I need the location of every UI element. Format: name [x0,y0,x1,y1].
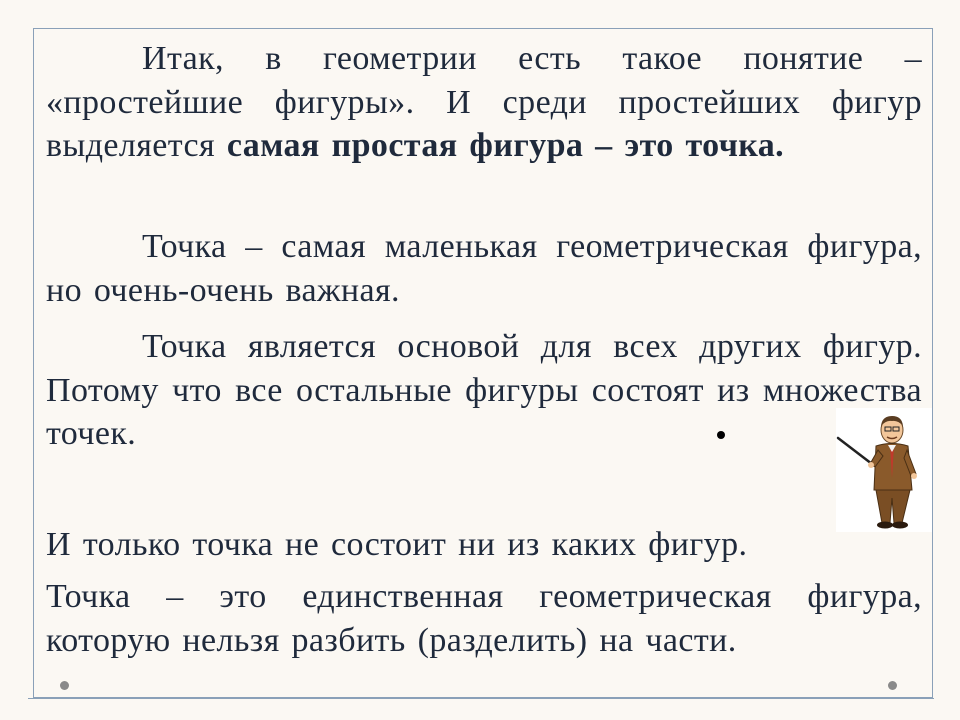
point-dot-icon [717,431,725,439]
corner-dot-left-icon [60,681,69,690]
paragraph-point-definition [46,225,922,312]
paragraph-point-unique-text: Точка – это единственная геометрическая фигура, которую нельзя разбить (разделить) на части. [46,578,922,659]
paragraph-intro-bold: самая простая фигура – это точка. [226,127,785,164]
paragraph-intro-text: Итак, в геометрии есть такое понятие – «простейшие фигуры». И среди простейших фигур выделяется [46,40,922,164]
paragraph-point-unique [46,575,922,662]
teacher-illustration [836,408,932,532]
paragraph-point-indivisible-text: И только точка не состоит ни из каких фигур. [46,526,748,563]
paragraph-point-indivisible [46,523,922,567]
paragraph-point-basis-text: Точка является основой для всех других фигур. Потому что все остальные фигуры состоят из множества точек. [46,328,922,452]
paragraph-intro [46,37,922,168]
paragraph-point-definition-text: Точка – самая маленькая геометрическая фигура, но очень-очень важная. [46,228,922,309]
paragraph-point-basis [46,325,922,456]
bottom-divider [28,698,934,699]
corner-dot-right-icon [888,681,897,690]
